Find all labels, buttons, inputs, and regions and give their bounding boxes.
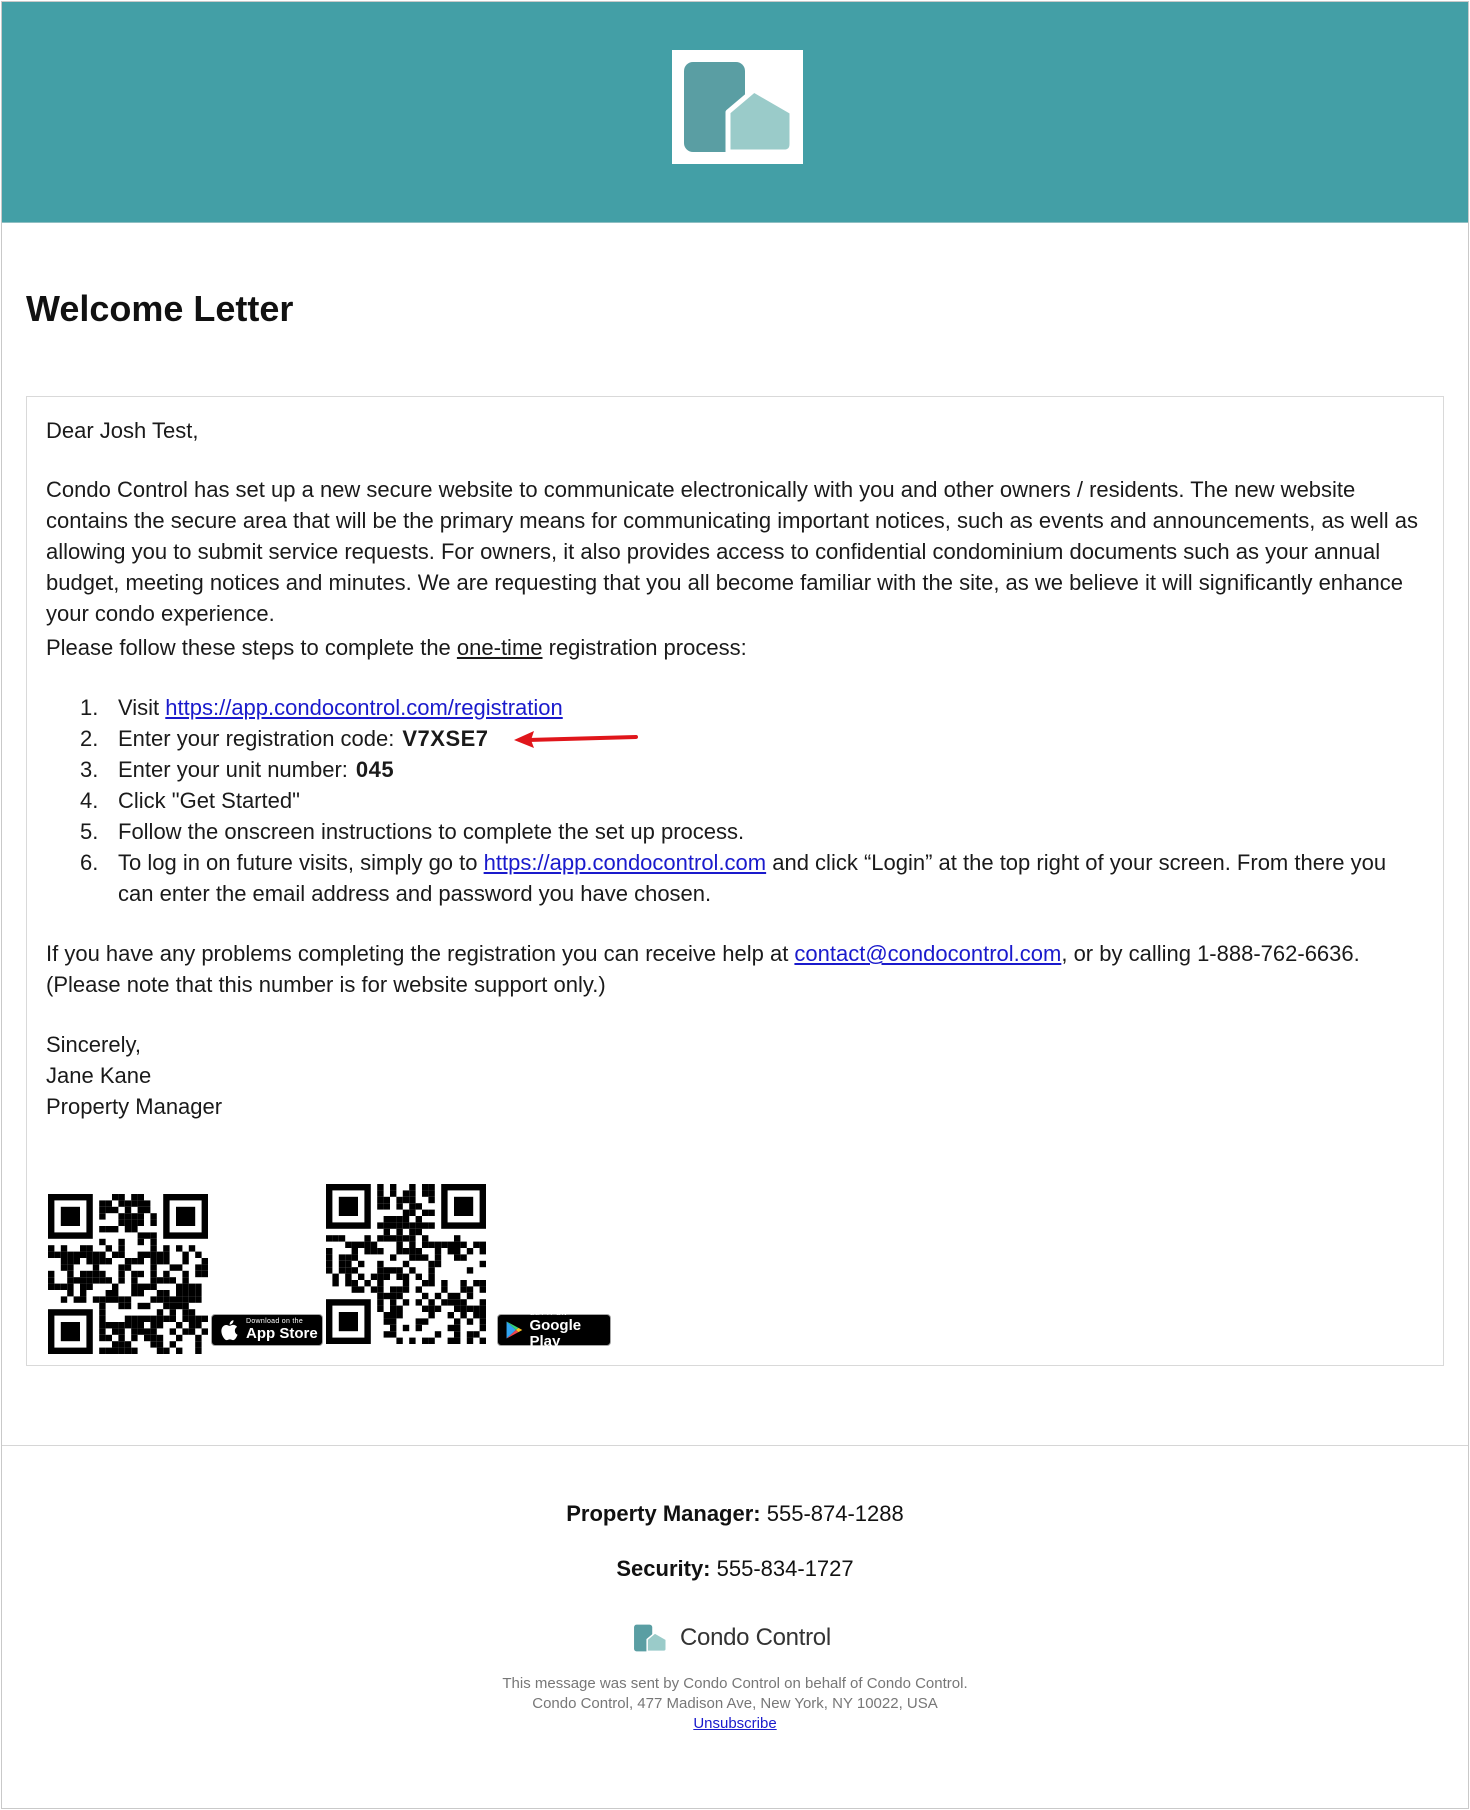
greeting: Dear Josh Test, [46, 418, 199, 443]
closing: Sincerely, [46, 1032, 141, 1057]
company-address: Condo Control, 477 Madison Ave, New York, NY 10022, USA [532, 1695, 938, 1712]
unsubscribe-wrapper [2, 1714, 1468, 1734]
steps-intro: Please follow these steps to complete the one-time registration process: [46, 635, 747, 660]
condo-control-logo-icon [672, 50, 803, 164]
login-link[interactable]: https://app.condocontrol.com [483, 850, 767, 875]
list-item: 6. To log in on future visits, simply go to https://app.condocontrol.com and click “Login” at the top right of your screen. From there you can enter the email address and password you have chosen. [80, 850, 1387, 906]
one-time-emphasis: one-time [456, 635, 543, 660]
unsubscribe-link[interactable]: Unsubscribe [693, 1715, 777, 1732]
sent-by-notice: This message was sent by Condo Control on behalf of Condo Control. [502, 1675, 968, 1692]
registration-code: V7XSE7 [402, 726, 489, 751]
intro-paragraph: Condo Control has set up a new secure website to communicate electronically with you and other owners / residents. The new website contains the secure area that will be the primary means for communicating important notices, such as events and announcements, as well as allowing you to submit service requests. For owners, it also provides access to confidential condominium documents such as your annual budget, meeting notices and minutes. We are requesting that you all become familiar with the site, as we believe it will significantly enhance your condo experience. [46, 477, 1419, 626]
support-email-link[interactable]: contact@condocontrol.com [794, 941, 1062, 966]
unit-number: 045 [355, 757, 395, 782]
app-download-row [48, 1184, 628, 1354]
app-store-badge[interactable] [211, 1314, 323, 1346]
list-item: 5. Follow the onscreen instructions to complete the set up process. [80, 819, 745, 844]
footer-brand-name: Condo Control [680, 1624, 831, 1651]
google-play-icon [504, 1319, 524, 1341]
google-play-badge-small: GET IT ON [529, 1310, 567, 1317]
app-store-badge-label: App Store [246, 1325, 318, 1342]
registration-link[interactable]: https://app.condocontrol.com/registration [165, 695, 563, 720]
property-manager-contact [2, 1501, 1468, 1527]
list-item: 2. Enter your registration code: V7XSE7 [80, 726, 489, 751]
header-banner [2, 2, 1468, 223]
signer-title: Property Manager [46, 1094, 223, 1119]
app-store-badge-small: Download on the [246, 1318, 304, 1325]
property-manager-label: Property Manager: [566, 1501, 761, 1526]
list-item: 1. Visit https://app.condocontrol.com/registration [80, 695, 563, 720]
list-item: 3. Enter your unit number: 045 [80, 757, 395, 782]
property-manager-phone: 555-874-1288 [760, 1501, 904, 1526]
letter-body [46, 415, 1426, 1122]
red-arrow-annotation-icon [510, 724, 640, 754]
apple-icon [217, 1317, 243, 1343]
security-phone: 555-834-1727 [710, 1556, 854, 1581]
page-title: Welcome Letter [26, 288, 294, 329]
condo-control-small-logo-icon [630, 1621, 670, 1655]
list-item: 4. Click "Get Started" [80, 788, 300, 813]
security-contact [2, 1556, 1468, 1582]
security-label: Security: [616, 1556, 711, 1581]
footer-brand [630, 1620, 831, 1656]
footer [2, 1445, 1468, 1808]
help-paragraph: If you have any problems completing the registration you can receive help at contact@condocontrol.com, or by calling 1-888-762-6636. (Please note that this number is for website support only.) [46, 941, 1360, 997]
google-play-qr-code-icon[interactable] [326, 1184, 486, 1344]
google-play-badge-label: Google Play [529, 1317, 582, 1350]
signer-name: Jane Kane [46, 1063, 152, 1088]
google-play-badge[interactable] [497, 1310, 611, 1350]
registration-steps [46, 692, 1426, 909]
email-frame [1, 1, 1469, 1809]
app-store-qr-code-icon[interactable] [48, 1194, 208, 1354]
header-logo [672, 50, 803, 164]
